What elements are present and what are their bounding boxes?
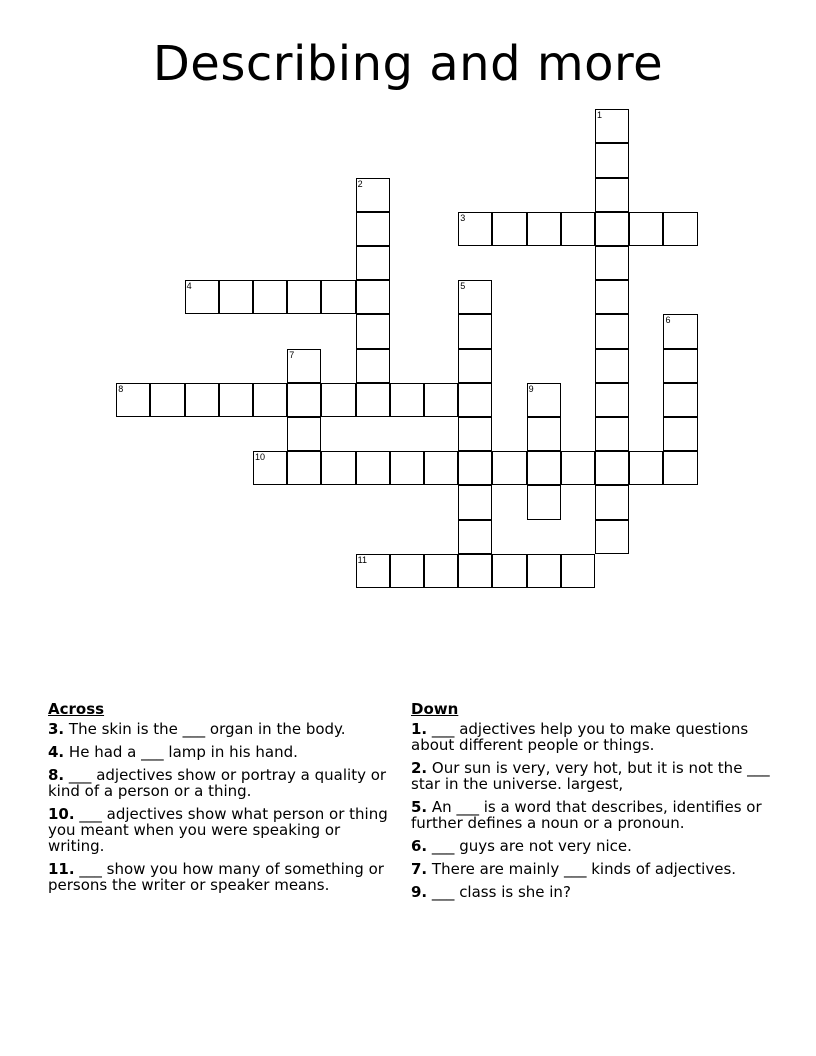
clue-number: 10. — [48, 805, 75, 823]
cell-number: 1 — [597, 110, 603, 121]
crossword-cell[interactable] — [492, 451, 526, 485]
crossword-cell[interactable] — [185, 383, 219, 417]
clue-text: ___ adjectives show what person or thing you meant when you were speaking or writing. — [48, 805, 388, 855]
down-clue — [411, 799, 781, 831]
crossword-cell[interactable] — [663, 349, 697, 383]
clue-text: ___ guys are not very nice. — [431, 837, 632, 855]
cell-number: 10 — [255, 452, 266, 463]
crossword-cell[interactable] — [253, 280, 287, 314]
cell-number: 3 — [460, 212, 466, 223]
crossword-cell[interactable] — [663, 212, 697, 246]
cell-number: 5 — [460, 281, 466, 292]
crossword-cell[interactable] — [492, 212, 526, 246]
crossword-cell[interactable] — [561, 451, 595, 485]
crossword-cell[interactable] — [595, 349, 629, 383]
crossword-cell[interactable] — [356, 246, 390, 280]
clue-text: There are mainly ___ kinds of adjectives. — [431, 860, 737, 878]
crossword-cell[interactable] — [527, 417, 561, 451]
crossword-cell[interactable] — [561, 554, 595, 588]
down-clue — [411, 721, 781, 753]
crossword-cell[interactable] — [356, 349, 390, 383]
crossword-cell[interactable] — [595, 485, 629, 519]
clue-number: 1. — [411, 720, 428, 738]
crossword-cell[interactable] — [390, 383, 424, 417]
clue-text: An ___ is a word that describes, identifies or further defines a noun or a pronoun. — [411, 798, 762, 832]
crossword-cell[interactable] — [356, 212, 390, 246]
crossword-cell[interactable] — [595, 280, 629, 314]
clue-number: 7. — [411, 860, 428, 878]
crossword-cell[interactable] — [458, 314, 492, 348]
crossword-cell[interactable] — [458, 520, 492, 554]
crossword-cell[interactable] — [561, 212, 595, 246]
crossword-cell[interactable] — [424, 383, 458, 417]
clue-text: He had a ___ lamp in his hand. — [68, 743, 298, 761]
crossword-cell[interactable] — [287, 417, 321, 451]
crossword-cell[interactable] — [356, 451, 390, 485]
crossword-cell[interactable] — [356, 554, 390, 588]
crossword-cell[interactable] — [356, 383, 390, 417]
crossword-cell[interactable] — [595, 212, 629, 246]
clue-text: ___ show you how many of something or persons the writer or speaker means. — [48, 860, 384, 894]
crossword-cell[interactable] — [663, 314, 697, 348]
down-clue — [411, 884, 781, 900]
crossword-cell[interactable] — [595, 520, 629, 554]
crossword-cell[interactable] — [595, 143, 629, 177]
crossword-cell[interactable] — [527, 383, 561, 417]
crossword-cell[interactable] — [253, 383, 287, 417]
clue-number: 4. — [48, 743, 65, 761]
down-clues — [411, 701, 781, 907]
crossword-cell[interactable] — [595, 383, 629, 417]
cell-number: 6 — [665, 315, 671, 326]
clue-text: The skin is the ___ organ in the body. — [68, 720, 346, 738]
crossword-cell[interactable] — [663, 383, 697, 417]
crossword-cell[interactable] — [321, 383, 355, 417]
across-clue — [48, 721, 398, 737]
across-clue — [48, 861, 398, 893]
clue-text: ___ adjectives show or portray a quality or kind of a person or a thing. — [48, 766, 387, 800]
crossword-cell[interactable] — [253, 451, 287, 485]
down-clue — [411, 760, 781, 792]
clue-number: 9. — [411, 883, 428, 901]
across-clues — [48, 701, 398, 900]
clue-number: 3. — [48, 720, 65, 738]
crossword-cell[interactable] — [458, 485, 492, 519]
crossword-cell[interactable] — [287, 280, 321, 314]
crossword-cell[interactable] — [287, 383, 321, 417]
crossword-cell[interactable] — [458, 349, 492, 383]
crossword-cell[interactable] — [595, 246, 629, 280]
clue-number: 6. — [411, 837, 428, 855]
crossword-cell[interactable] — [458, 451, 492, 485]
clue-number: 8. — [48, 766, 65, 784]
across-clue — [48, 744, 398, 760]
cell-number: 7 — [289, 349, 295, 360]
cell-number: 8 — [118, 383, 124, 394]
clue-text: ___ class is she in? — [431, 883, 571, 901]
crossword-cell[interactable] — [629, 212, 663, 246]
crossword-cell[interactable] — [356, 280, 390, 314]
crossword-cell[interactable] — [390, 451, 424, 485]
cell-number: 11 — [357, 554, 367, 565]
crossword-cell[interactable] — [527, 451, 561, 485]
crossword-cell[interactable] — [321, 451, 355, 485]
crossword-cell[interactable] — [219, 383, 253, 417]
crossword-cell[interactable] — [116, 383, 150, 417]
clue-number: 2. — [411, 759, 428, 777]
crossword-cell[interactable] — [595, 314, 629, 348]
cell-number: 2 — [357, 178, 363, 189]
crossword-cell[interactable] — [595, 178, 629, 212]
crossword-cell[interactable] — [287, 451, 321, 485]
crossword-cell[interactable] — [527, 485, 561, 519]
down-heading: Down — [411, 700, 459, 718]
across-heading: Across — [48, 700, 105, 718]
clue-number: 5. — [411, 798, 428, 816]
crossword-cell[interactable] — [356, 178, 390, 212]
crossword-cell[interactable] — [287, 349, 321, 383]
cell-number: 4 — [186, 281, 192, 292]
crossword-cell[interactable] — [595, 451, 629, 485]
crossword-cell[interactable] — [219, 280, 253, 314]
crossword-cell[interactable] — [458, 212, 492, 246]
across-clue — [48, 767, 398, 799]
cell-number: 9 — [528, 383, 534, 394]
crossword-cell[interactable] — [663, 451, 697, 485]
crossword-cell[interactable] — [458, 383, 492, 417]
clue-text: ___ adjectives help you to make questions about different people or things. — [411, 720, 749, 754]
crossword-cell[interactable] — [185, 280, 219, 314]
down-clue — [411, 838, 781, 854]
crossword-cell[interactable] — [527, 554, 561, 588]
crossword-cell[interactable] — [150, 383, 184, 417]
down-clue — [411, 861, 781, 877]
clue-text: Our sun is very, very hot, but it is not the ___ star in the universe. largest, — [411, 759, 770, 793]
crossword-cell[interactable] — [595, 109, 629, 143]
crossword-cell[interactable] — [458, 554, 492, 588]
crossword-cell[interactable] — [390, 554, 424, 588]
crossword-cell[interactable] — [458, 280, 492, 314]
crossword-cell[interactable] — [424, 554, 458, 588]
crossword-cell[interactable] — [424, 451, 458, 485]
crossword-cell[interactable] — [595, 417, 629, 451]
crossword-cell[interactable] — [527, 212, 561, 246]
crossword-cell[interactable] — [356, 314, 390, 348]
crossword-cell[interactable] — [458, 417, 492, 451]
across-clue — [48, 806, 398, 854]
crossword-cell[interactable] — [321, 280, 355, 314]
page-title: Describing and more — [152, 36, 664, 92]
crossword-cell[interactable] — [629, 451, 663, 485]
crossword-cell[interactable] — [492, 554, 526, 588]
crossword-cell[interactable] — [663, 417, 697, 451]
clue-number: 11. — [48, 860, 75, 878]
